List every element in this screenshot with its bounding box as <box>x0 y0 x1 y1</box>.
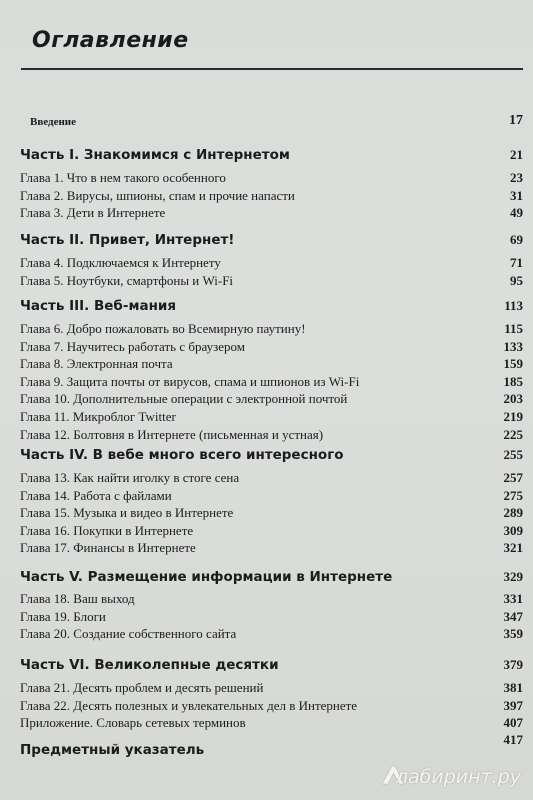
entry-title: Приложение. Словарь сетевых терминов <box>20 715 246 731</box>
toc-chapter <box>0 187 533 205</box>
entry-title: Предметный указатель <box>20 742 205 758</box>
entry-title: Глава 4. Подключаемся к Интернету <box>20 255 221 270</box>
toc-chapter <box>0 204 533 222</box>
toc-chapter <box>0 426 533 444</box>
entry-title: Часть II. Привет, Интернет! <box>20 232 235 248</box>
entry-title: Глава 16. Покупки в Интернете <box>20 522 194 538</box>
toc-chapter <box>0 254 533 272</box>
page-number: 397 <box>503 697 523 713</box>
toc-chapter <box>0 487 533 505</box>
page-number: 69 <box>510 232 523 247</box>
toc-part <box>0 657 533 675</box>
page-number: 417 <box>503 732 523 747</box>
page-number: 31 <box>510 187 523 203</box>
entry-title: Часть IV. В вебе много всего интересного <box>20 447 344 463</box>
page-number: 113 <box>504 298 523 313</box>
entry-title: Глава 3. Дети в Интернете <box>20 205 166 221</box>
page-number: 379 <box>503 657 523 672</box>
toc-chapter <box>0 338 533 356</box>
entry-title: Глава 10. Дополнительные операции с электронной почтой <box>20 391 348 407</box>
toc-chapter <box>0 504 533 522</box>
page-number: 225 <box>503 426 523 442</box>
page-number: 321 <box>503 540 523 556</box>
page-number: 159 <box>503 356 523 372</box>
entry-title: Глава 19. Блоги <box>20 608 106 624</box>
entry-title: Глава 18. Ваш выход <box>20 591 135 606</box>
toc-chapter <box>0 522 533 540</box>
page-number: 115 <box>504 321 523 336</box>
toc-chapter <box>0 679 533 697</box>
entry-title: Часть III. Веб-мания <box>20 298 177 314</box>
entry-title: Часть VI. Великолепные десятки <box>20 657 279 673</box>
entry-title: Введение <box>30 116 77 128</box>
toc-part <box>0 147 533 165</box>
entry-title: Глава 8. Электронная почта <box>20 356 173 372</box>
entry-title: Глава 1. Что в нем такого особенного <box>20 170 226 185</box>
page-number: 95 <box>510 272 523 288</box>
page-number: 275 <box>503 487 523 503</box>
entry-title: Глава 13. Как найти иголку в стоге сена <box>20 470 240 485</box>
page-number: 289 <box>503 505 523 521</box>
entry-title: Глава 11. Микроблог Twitter <box>20 409 176 424</box>
toc-intro <box>0 115 533 133</box>
toc-chapter <box>0 272 533 290</box>
toc-chapter <box>0 469 533 487</box>
page-number: 185 <box>503 373 523 389</box>
page-number: 257 <box>503 470 523 485</box>
page-number: 359 <box>503 626 523 642</box>
page-number: 71 <box>510 255 523 270</box>
page-number: 17 <box>509 113 523 128</box>
toc-chapter <box>0 169 533 187</box>
entry-title: Глава 20. Создание собственного сайта <box>20 626 237 642</box>
entry-title: Глава 17. Финансы в Интернете <box>20 540 196 556</box>
toc-chapter <box>0 408 533 426</box>
entry-title: Часть V. Размещение информации в Интернете <box>20 569 393 585</box>
page-number: 21 <box>510 147 523 162</box>
page-number: 407 <box>503 715 523 731</box>
entry-title: Глава 21. Десять проблем и десять решений <box>20 680 264 695</box>
page-number: 23 <box>510 170 523 185</box>
toc-part <box>0 447 533 465</box>
watermark: лабиринт.ру <box>395 766 521 788</box>
page-number: 255 <box>503 447 523 462</box>
entry-title: Глава 6. Добро пожаловать во Всемирную паутину! <box>20 321 306 336</box>
toc-chapter <box>0 539 533 557</box>
toc-chapter <box>0 320 533 338</box>
entry-title: Глава 22. Десять полезных и увлекательных дел в Интернете <box>20 697 358 713</box>
entry-title: Глава 15. Музыка и видео в Интернете <box>20 505 234 521</box>
toc-chapter <box>0 714 533 732</box>
page-title: Оглавление <box>32 28 189 53</box>
title-rule <box>21 68 523 70</box>
entry-title: Глава 2. Вирусы, шпионы, спам и прочие напасти <box>20 187 295 203</box>
toc-part <box>0 569 533 587</box>
entry-title: Глава 7. Научитесь работать с браузером <box>20 338 245 354</box>
toc-part <box>0 232 533 250</box>
page-number: 347 <box>503 608 523 624</box>
toc-chapter <box>0 697 533 715</box>
toc-chapter <box>0 373 533 391</box>
toc-chapter <box>0 390 533 408</box>
entry-title: Глава 14. Работа с файлами <box>20 487 172 503</box>
page-number: 203 <box>503 391 523 407</box>
entry-title: Часть I. Знакомимся с Интернетом <box>20 147 290 163</box>
toc-chapter <box>0 355 533 373</box>
page-number: 381 <box>503 680 523 695</box>
page-number: 331 <box>503 591 523 606</box>
toc-index <box>0 732 533 760</box>
entry-title: Глава 12. Болтовня в Интернете (письменная и устная) <box>20 426 324 442</box>
page-number: 219 <box>503 409 523 424</box>
toc-part <box>0 298 533 316</box>
entry-title: Глава 5. Ноутбуки, смартфоны и Wi-Fi <box>20 272 234 288</box>
page-number: 133 <box>503 338 523 354</box>
toc-chapter <box>0 590 533 608</box>
page-number: 329 <box>503 569 523 584</box>
toc-chapter <box>0 625 533 643</box>
page-number: 49 <box>510 205 523 221</box>
toc-chapter <box>0 608 533 626</box>
entry-title: Глава 9. Защита почты от вирусов, спама и шпионов из Wi-Fi <box>20 373 360 389</box>
page-number: 309 <box>503 522 523 538</box>
